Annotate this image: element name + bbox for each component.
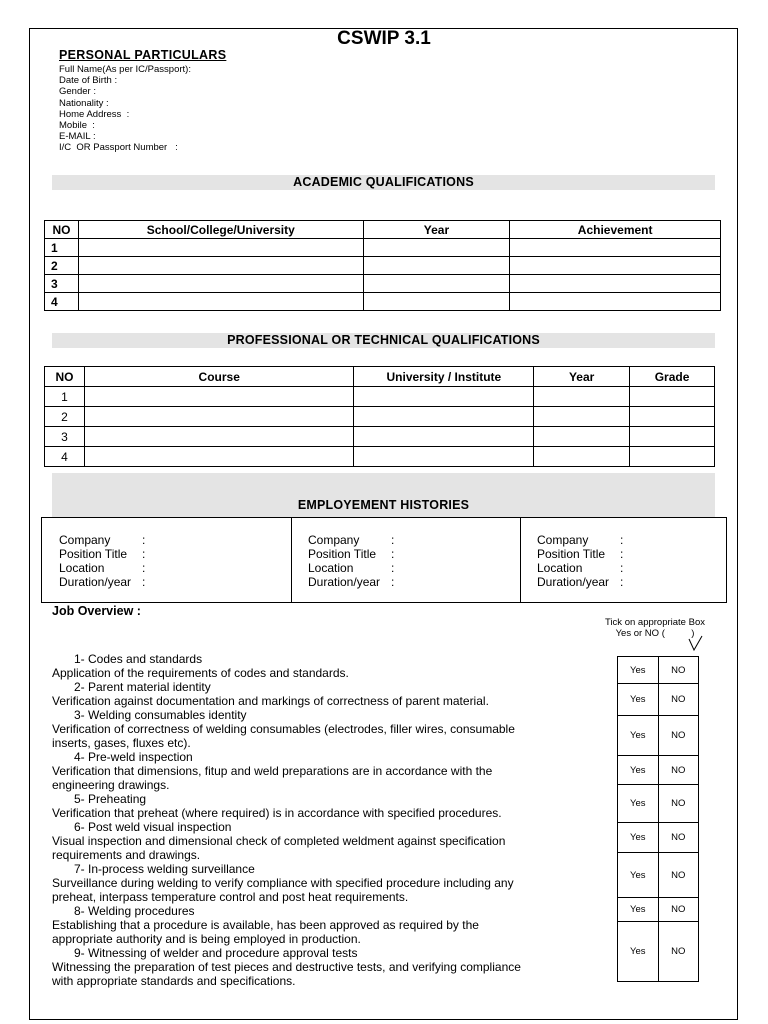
table-cell[interactable] bbox=[363, 275, 510, 293]
list-item: 5- Preheating Verification that preheat (where required) is in accordance with specified procedures. bbox=[52, 792, 502, 820]
table-cell[interactable] bbox=[78, 275, 363, 293]
yes-no-row bbox=[618, 921, 698, 981]
column-header: University / Institute bbox=[354, 367, 534, 387]
yes-no-row bbox=[618, 784, 698, 822]
list-item: 2- Parent material identity Verification against documentation and markings of correctness of parent material. bbox=[52, 680, 489, 708]
list-item: 6- Post weld visual inspection Visual inspection and dimensional check of completed weldment against specification requirements and drawings. bbox=[52, 820, 506, 862]
table-cell[interactable] bbox=[84, 447, 354, 467]
yes-box[interactable]: Yes bbox=[630, 798, 646, 809]
no-box[interactable]: NO bbox=[658, 785, 699, 822]
field-nationality[interactable]: Nationality : bbox=[59, 97, 109, 109]
row-number: 1 bbox=[45, 387, 85, 407]
list-item: 8- Welding procedures Establishing that a procedure is available, has been approved as required by the appropriate authority and is being employed in production. bbox=[52, 904, 479, 946]
table-cell[interactable] bbox=[354, 387, 534, 407]
yes-box[interactable]: Yes bbox=[630, 694, 646, 705]
tick-instruction: Tick on appropriate Box Yes or NO ( ) bbox=[605, 617, 705, 639]
academic-heading: ACADEMIC QUALIFICATIONS bbox=[52, 175, 715, 190]
no-box[interactable]: NO bbox=[658, 684, 699, 715]
column-header: Year bbox=[534, 367, 630, 387]
field-gender[interactable]: Gender : bbox=[59, 86, 96, 98]
table-cell[interactable] bbox=[534, 407, 630, 427]
employment-table bbox=[41, 517, 727, 603]
personal-particulars-heading: PERSONAL PARTICULARS bbox=[59, 48, 227, 62]
yes-box[interactable]: Yes bbox=[630, 832, 646, 843]
no-box[interactable]: NO bbox=[658, 657, 699, 683]
field-mobile[interactable]: Mobile : bbox=[59, 120, 95, 132]
field-full-name[interactable]: Full Name(As per IC/Passport): bbox=[59, 64, 191, 75]
list-item: 9- Witnessing of welder and procedure approval tests Witnessing the preparation of test pieces and destructive tests, and verifying compliance with appropriate standards and specifications. bbox=[52, 946, 521, 988]
yes-box[interactable]: Yes bbox=[630, 664, 646, 676]
list-item: 1- Codes and standards Application of the requirements of codes and standards. bbox=[52, 652, 349, 680]
column-header: NO bbox=[45, 221, 79, 239]
yes-no-grid bbox=[617, 656, 699, 982]
field-date-of-birth[interactable]: Date of Birth : bbox=[59, 75, 118, 87]
row-number: 3 bbox=[45, 427, 85, 447]
list-item: 4- Pre-weld inspection Verification that dimensions, fitup and weld preparations are in accordance with the engineering drawings. bbox=[52, 750, 493, 792]
row-number: 4 bbox=[45, 447, 85, 467]
table-cell[interactable] bbox=[363, 293, 510, 311]
table-cell[interactable] bbox=[78, 257, 363, 275]
yes-box[interactable]: Yes bbox=[630, 904, 646, 915]
column-header: Year bbox=[363, 221, 510, 239]
table-cell[interactable] bbox=[363, 239, 510, 257]
job-overview-list bbox=[52, 652, 612, 988]
yes-no-row bbox=[618, 657, 698, 683]
table-cell[interactable] bbox=[510, 257, 721, 275]
employment-column[interactable]: Company : Position Title : Location : Duration/year : bbox=[520, 518, 726, 602]
yes-box[interactable]: Yes bbox=[630, 730, 646, 741]
row-number: 3 bbox=[45, 275, 79, 293]
yes-no-row bbox=[618, 755, 698, 784]
row-number: 2 bbox=[45, 407, 85, 427]
table-cell[interactable] bbox=[510, 239, 721, 257]
table-cell[interactable] bbox=[363, 257, 510, 275]
professional-heading: PROFESSIONAL OR TECHNICAL QUALIFICATIONS bbox=[52, 333, 715, 348]
no-box[interactable]: NO bbox=[658, 716, 699, 755]
yes-no-row bbox=[618, 897, 698, 921]
column-header: Achievement bbox=[510, 221, 721, 239]
table-cell[interactable] bbox=[84, 387, 354, 407]
list-item: 3- Welding consumables identity Verification of correctness of welding consumables (electrodes, filler wires, consumable inserts, gases, fluxes etc). bbox=[52, 708, 515, 750]
table-cell[interactable] bbox=[84, 407, 354, 427]
column-header: Grade bbox=[630, 367, 715, 387]
table-cell[interactable] bbox=[354, 407, 534, 427]
table-cell[interactable] bbox=[630, 427, 715, 447]
table-cell[interactable] bbox=[510, 293, 721, 311]
table-cell[interactable] bbox=[534, 427, 630, 447]
no-box[interactable]: NO bbox=[658, 853, 699, 897]
employment-heading-band bbox=[52, 473, 715, 517]
professional-table bbox=[44, 366, 715, 467]
yes-box[interactable]: Yes bbox=[630, 869, 646, 881]
job-overview-heading: Job Overview : bbox=[52, 604, 141, 618]
no-box[interactable]: NO bbox=[658, 922, 699, 981]
no-box[interactable]: NO bbox=[658, 823, 699, 852]
table-cell[interactable] bbox=[510, 275, 721, 293]
yes-box[interactable]: Yes bbox=[630, 764, 646, 776]
checkmark-icon bbox=[688, 635, 704, 653]
row-number: 2 bbox=[45, 257, 79, 275]
table-cell[interactable] bbox=[78, 239, 363, 257]
field-email[interactable]: E-MAIL : bbox=[59, 131, 96, 143]
list-item: 7- In-process welding surveillance Surveillance during welding to verify compliance with specified procedure including any preheat, interpass temperature control and post heat requirements. bbox=[52, 862, 514, 904]
employment-column[interactable]: Company : Position Title : Location : Duration/year : bbox=[59, 533, 146, 589]
yes-no-row bbox=[618, 822, 698, 852]
yes-no-row bbox=[618, 852, 698, 897]
yes-no-row bbox=[618, 683, 698, 715]
table-cell[interactable] bbox=[534, 447, 630, 467]
table-cell[interactable] bbox=[354, 427, 534, 447]
table-cell[interactable] bbox=[84, 427, 354, 447]
table-cell[interactable] bbox=[354, 447, 534, 467]
table-cell[interactable] bbox=[630, 387, 715, 407]
field-ic-passport[interactable]: I/C OR Passport Number : bbox=[59, 142, 178, 154]
table-cell[interactable] bbox=[78, 293, 363, 311]
column-header: NO bbox=[45, 367, 85, 387]
row-number: 1 bbox=[45, 239, 79, 257]
table-cell[interactable] bbox=[630, 447, 715, 467]
employment-column[interactable]: Company : Position Title : Location : Duration/year : bbox=[291, 518, 520, 602]
no-box[interactable]: NO bbox=[658, 756, 699, 784]
column-header: Course bbox=[84, 367, 354, 387]
field-home-address[interactable]: Home Address : bbox=[59, 108, 130, 120]
employment-heading: EMPLOYEMENT HISTORIES bbox=[297, 498, 470, 512]
no-box[interactable]: NO bbox=[658, 898, 699, 921]
page-title: CSWIP 3.1 bbox=[337, 28, 431, 49]
row-number: 4 bbox=[45, 293, 79, 311]
yes-no-row bbox=[618, 715, 698, 755]
personal-fields bbox=[59, 64, 191, 154]
column-header: School/College/University bbox=[78, 221, 363, 239]
table-cell[interactable] bbox=[534, 387, 630, 407]
table-cell[interactable] bbox=[630, 407, 715, 427]
yes-box[interactable]: Yes bbox=[630, 946, 646, 957]
academic-table bbox=[44, 220, 721, 311]
